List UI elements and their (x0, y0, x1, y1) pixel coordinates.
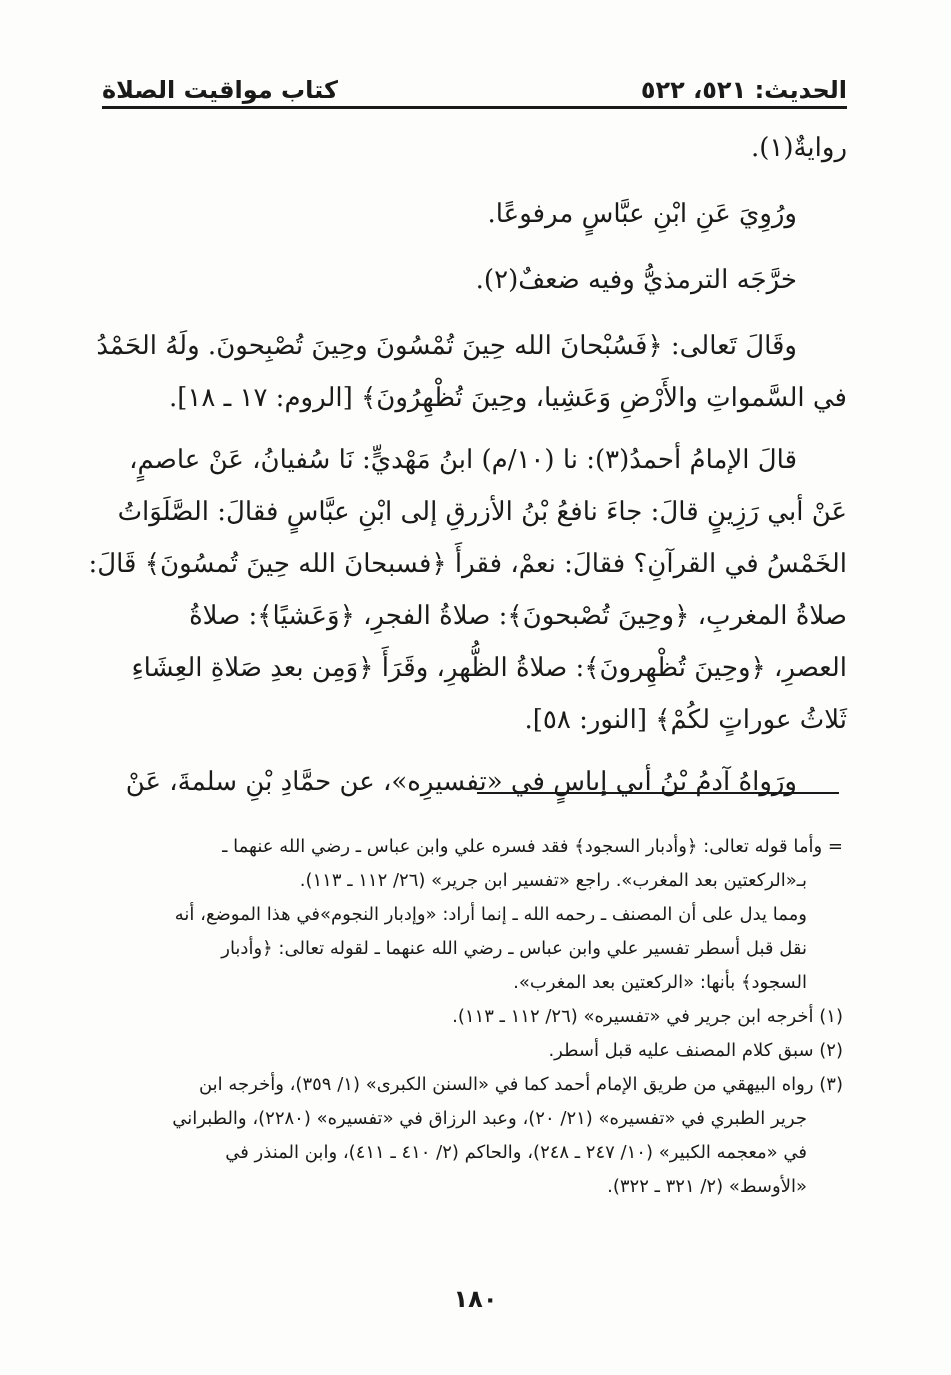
footnote-line: بـ«الركعتين بعد المغرب». راجع «تفسير ابن جرير» (٢٦/ ١١٢ ـ ١١٣). (299, 870, 807, 891)
footnote-divider (477, 792, 839, 794)
running-header (102, 64, 847, 104)
footnotes (100, 830, 843, 1204)
text-line: العصرِ، ﴿وحِينَ تُظْهِرونَ﴾: صلاةُ الظُّهرِ، وقَرَأَ ﴿وَمِن بعدِ صَلاةِ العِشَاءِ (131, 653, 847, 683)
text-line: في السَّمواتِ والأَرْضِ وَعَشِيا، وحِينَ تُظْهِرُونَ﴾ [الروم: ١٧ ـ ١٨]. (168, 383, 847, 413)
text-line: وقَالَ تَعالى: ﴿فَسُبْحانَ الله حِينَ تُمْسُونَ وحِينَ تُصْبِحونَ. ولَهُ الحَمْدُ (96, 331, 797, 361)
footnote-line: في «معجمه الكبير» (١٠/ ٢٤٧ ـ ٢٤٨)، والحاكم (٢/ ٤١٠ ـ ٤١١)، وابن المنذر في (225, 1142, 807, 1163)
main-text (88, 122, 847, 819)
footnote-line: (٣) رواه البيهقي من طريق الإمام أحمد كما في «السنن الكبرى» (١/ ٣٥٩)، وأخرجه ابن (198, 1074, 843, 1095)
paragraph-1: روايةٌ(١). (750, 133, 847, 163)
header-divider (102, 106, 847, 109)
footnote-3 (100, 1068, 843, 1204)
text-line: صلاةُ المغربِ، ﴿وحِينَ تُصْبحونَ﴾: صلاةُ الفجرِ، ﴿وَعَشيًا﴾: صلاةُ (189, 601, 847, 631)
footnote-line: نقل قبل أسطر تفسير علي وابن عباس ـ رضي الله عنهما ـ لقوله تعالى: ﴿وأدبار (221, 938, 807, 959)
header-hadith-numbers: الحديث: ٥٢١، ٥٢٢ (640, 76, 847, 104)
paragraph-3: خرَّجَه الترمذيُّ وفيه ضعفٌ(٢). (475, 265, 797, 295)
page-number: ١٨٠ (453, 1285, 498, 1313)
header-book-title: كتاب مواقيت الصلاة (102, 76, 338, 104)
footnote-line: السجود﴾ بأنها: «الركعتين بعد المغرب». (513, 972, 807, 993)
footnote-line: جرير الطبري في «تفسيره» (٢١/ ٢٠)، وعبد الرزاق في «تفسيره» (٢٢٨٠)، والطبراني (172, 1108, 807, 1129)
paragraph-5 (88, 434, 847, 746)
footnote-line: = وأما قوله تعالى: ﴿وأدبار السجود﴾ فقد فسره علي وابن عباس ـ رضي الله عنهما ـ (222, 836, 843, 857)
footnote-line: (١) أخرجه ابن جرير في «تفسيره» (٢٦/ ١١٢ ـ ١١٣). (452, 1006, 843, 1027)
footnote-1 (100, 1000, 843, 1034)
footnote-continuation (100, 830, 843, 898)
paragraph-6: ورَواهُ آدمُ بْنُ أبي إياسٍ في «تفسيرِه»، عن حمَّادِ بْنِ سلمةَ، عَنْ (125, 767, 797, 797)
text-line: الخَمْسُ في القرآنِ؟ فقالَ: نعمْ، فقرأَ ﴿فسبحانَ الله حِينَ تُمسُونَ﴾ قَالَ: (88, 549, 847, 579)
footnote-line: ومما يدل على أن المصنف ـ رحمه الله ـ إنما أراد: «وإدبار النجوم»في هذا الموضع، أنه (174, 904, 807, 925)
text-line: قالَ الإمامُ أحمدُ(٣): نا (١٠/م) ابنُ مَهْديٍّ: نَا سُفيانُ، عَنْ عاصمٍ، (129, 445, 797, 475)
footnote-line: (٢) سبق كلام المصنف عليه قبل أسطر. (548, 1040, 843, 1061)
footnote-line: «الأوسط» (٢/ ٣٢١ ـ ٣٢٢). (607, 1176, 807, 1197)
footnote-paragraph (100, 898, 843, 1000)
text-line: ثَلاثُ عوراتٍ لكُمْ﴾ [النور: ٥٨]. (524, 705, 847, 735)
text-line: عَنْ أبي رَزِينٍ قالَ: جاءَ نافعُ بْنُ الأزرقِ إلى ابْنِ عبَّاسٍ فقالَ: الصَّلَوَاتُ (117, 497, 847, 527)
paragraph-4 (96, 320, 847, 424)
footnote-2 (100, 1034, 843, 1068)
paragraph-2: ورُوِيَ عَنِ ابْنِ عبَّاسٍ مرفوعًا. (487, 199, 797, 229)
